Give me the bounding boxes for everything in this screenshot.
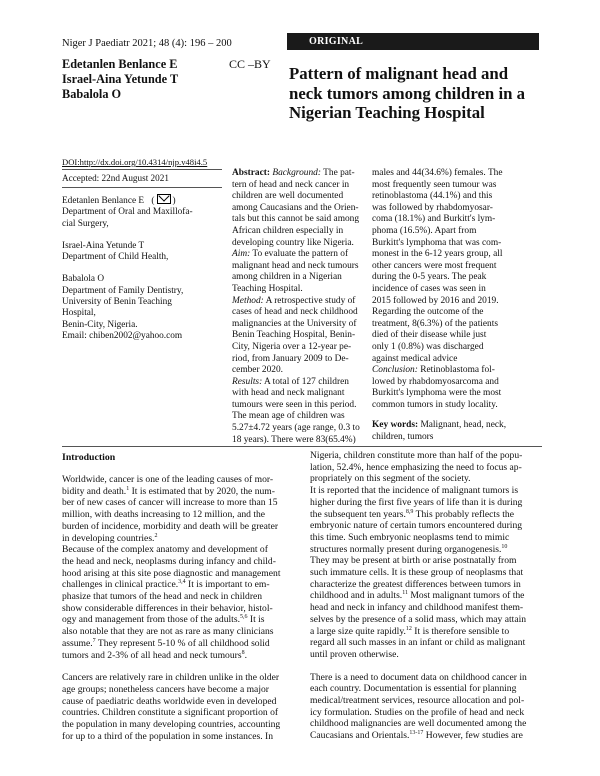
conclusion-label: Conclusion:	[372, 365, 418, 376]
abstract-line: other cancers were most frequent	[372, 260, 497, 271]
body-line: medical/treatment services, resource allocation and pol-	[310, 695, 525, 707]
method-label: Method:	[232, 295, 264, 306]
abstract-line: tern of head and neck cancer in	[232, 179, 350, 190]
affiliation-name: Israel-Aina Yetunde T	[62, 240, 145, 251]
article-type-badge: ORIGINAL	[287, 33, 539, 50]
abstract-line: malignant head and neck tumours	[232, 260, 359, 271]
body-line: phasize that tumors of the head and neck in children	[62, 591, 263, 603]
abstract-line: 18 years). There were 83(65.4%)	[232, 434, 356, 445]
body-line: Worldwide, cancer is one of the leading causes of mor-	[62, 474, 274, 485]
abstract-line: was followed by rhabdomyosar-	[372, 202, 493, 213]
body-line: icy formulation. Studies on the profile of head and neck	[310, 706, 525, 718]
affiliation-line: University of Benin Teaching	[62, 297, 172, 308]
body-line: childhood malignancies are well documented among the	[310, 718, 527, 730]
affiliation-name: Babalola O	[62, 274, 105, 285]
body-line: for up to a third of the population in some instances. In	[62, 730, 274, 742]
affiliation-line: Benin-City, Nigeria.	[62, 319, 138, 330]
author-name: Edetanlen Benlance E	[62, 57, 178, 71]
journal-citation: Niger J Paediatr 2021; 48 (4): 196 – 200	[62, 38, 232, 49]
body-line: in developing countries.$^2$	[62, 532, 158, 544]
body-line: hood arising at this site pose diagnostic and management	[62, 567, 281, 579]
body-line: embryonic nature of certain tumors encountered during	[310, 520, 523, 532]
abstract-line: males and 44(34.6%) females. The	[372, 168, 503, 178]
body-line: lation, 52.4%, hence emphasizing the need to focus ap-	[310, 461, 522, 473]
body-column-left	[62, 474, 294, 742]
background-label: Background:	[272, 168, 321, 178]
email-address[interactable]: Email: chiben2002@yahoo.com	[62, 330, 183, 341]
keywords-text: Malignant, head, neck,	[420, 420, 507, 431]
divider	[62, 446, 542, 447]
body-line: until proven otherwise.	[310, 648, 399, 660]
accepted-date: Accepted: 22nd August 2021	[62, 173, 169, 183]
affiliation-block	[62, 241, 222, 264]
body-line: They may be present at birth or arise postnatally from	[310, 555, 517, 567]
divider	[62, 169, 222, 170]
abstract-text: A retrospective study of	[265, 295, 356, 306]
body-line: the subsequent ten years.$^{8,9}$ This probably reflects the	[310, 508, 514, 520]
abstract-line: treatment, 8(6.3%) of the patients	[372, 318, 498, 329]
body-line: propriately on this segment of the society.	[310, 473, 471, 485]
abstract-line: phoma (16.5%). Apart from	[372, 225, 477, 236]
body-line: challenges in clinical practice.$^{3,4}$ It is important to em-	[62, 579, 270, 591]
abstract-line: Regarding the outcome of the	[372, 307, 484, 318]
abstract-line: Burkitt's lymphoma that was com-	[372, 237, 502, 248]
results-label: Results:	[232, 376, 263, 387]
abstract-text: Retinoblastoma fol-	[420, 365, 495, 376]
abstract-text: To evaluate the pattern of	[252, 249, 349, 260]
citation-ref[interactable]: 10	[501, 543, 508, 550]
abstract-line: Benin Teaching Hospital, Benin-	[232, 330, 356, 341]
body-line: cause of paediatric deaths worldwide even in developed	[62, 695, 277, 707]
body-line: bidity and death.$^1$ It is estimated that by 2020, the num-	[62, 485, 275, 497]
citation-ref[interactable]: 8	[241, 649, 245, 656]
abstract-line: tumours were seen in this period.	[232, 399, 357, 410]
divider	[62, 187, 222, 188]
keywords-text: children, tumors	[372, 432, 434, 443]
body-line: Caucasians and Orientals.$^{13-17}$ However, few studies are	[310, 729, 523, 742]
abstract-line: only 1 (0.8%) was discharged	[372, 341, 484, 352]
body-line: show considerable differences in their behavior, histol-	[62, 602, 273, 614]
body-line: such immature cells. It is these group of neoplasms that	[310, 567, 524, 579]
body-line: tumors and 2-3% of all head and neck tumours$^8$.	[62, 649, 247, 661]
citation-ref[interactable]: 3,4	[178, 579, 186, 586]
abstract-line: City, Nigeria over a 12-year pe-	[232, 341, 352, 352]
article-title: Pattern of malignant head and neck tumors among children in a Nigerian Teaching Hospital	[289, 64, 526, 122]
citation-ref[interactable]: 5,6	[239, 614, 248, 621]
abstract-column-2	[372, 168, 542, 444]
doi-link[interactable]: DOI:http://dx.doi.org/10.4314/njp.v48i4.5	[62, 157, 208, 167]
abstract-line: Burkitt's lymphoma were the most	[372, 388, 502, 399]
abstract-line: children are well documented	[232, 191, 344, 202]
body-line: a large size quite rapidly.$^{12}$ It is therefore sensible to	[310, 625, 510, 637]
abstract-line: among Caucasians and the Orien-	[232, 202, 359, 213]
body-line: There is a need to document data on childhood cancer in	[310, 671, 527, 683]
abstract-text: The pat-	[323, 168, 355, 178]
abstract-line: malignancies at the University of	[232, 318, 357, 329]
mail-icon[interactable]	[157, 194, 171, 204]
affiliation-line: Hospital,	[62, 308, 96, 319]
abstract-line: 5.27±4.72 years (age range, 0.3 to	[232, 423, 360, 434]
body-line: ogy and management from those of the adults.$^{5,6}$ It is	[62, 614, 265, 626]
affiliation-line: cial Surgery,	[62, 218, 109, 229]
body-line: countries. Children constitute a significant proportion of	[62, 707, 279, 719]
abstract-line: tals but this cannot be said among	[232, 214, 360, 225]
affiliation-line: Department of Family Dentistry,	[62, 285, 184, 296]
abstract-line: most frequently seen tumour was	[372, 179, 497, 190]
abstract-line: monest in the 6-12 years group, all	[372, 249, 503, 260]
abstract-line: during the 0-5 years. The peak	[372, 272, 487, 283]
paragraph-gap	[62, 661, 294, 672]
abstract-line: cases of head and neck childhood	[232, 307, 358, 318]
body-line: characterize the greatest differences between tumors in	[310, 578, 521, 590]
affiliation-name: Edetanlen Benlance E	[62, 196, 145, 206]
abstract-line: with head and neck malignant	[232, 388, 345, 399]
author-name: Babalola O	[62, 87, 122, 101]
body-column-right	[310, 450, 542, 742]
abstract-line: against medical advice	[372, 353, 458, 364]
abstract-line: among children in a Nigerian	[232, 272, 342, 283]
abstract-label: Abstract:	[232, 168, 271, 178]
abstract-text: A total of 127 children	[264, 376, 349, 387]
citation-ref[interactable]: 12	[405, 625, 412, 632]
body-line: age groups; nonetheless cancers have become a major	[62, 683, 269, 695]
citation-ref[interactable]: 13-17	[409, 729, 424, 736]
body-line: this time. Such embryonic neoplasms tend to mimic	[310, 531, 510, 543]
paragraph-gap	[310, 661, 542, 672]
affiliation-block	[62, 274, 222, 342]
body-line: Because of the complex anatomy and development of	[62, 544, 268, 556]
abstract-line: coma (18.1%) and Burkitt's lym-	[372, 214, 496, 225]
affiliation-line: Department of Oral and Maxillofa-	[62, 207, 193, 218]
body-line: the head and neck, neoplasms during infancy and child-	[62, 555, 276, 567]
aim-label: Aim:	[232, 249, 251, 260]
body-line: also notable that they are not as rare as many clinicians	[62, 626, 274, 638]
body-line: Cancers are relatively rare in children unlike in the older	[62, 672, 280, 684]
abstract-line: African children especially in	[232, 225, 344, 236]
abstract-line: retinoblastoma (44.1%) and this	[372, 191, 493, 202]
body-line: higher during the first five years of life than it is during	[310, 496, 523, 508]
abstract-line: The mean age of children was	[232, 411, 345, 422]
keywords-label: Key words:	[372, 420, 419, 431]
abstract-line: died of their disease while just	[372, 330, 487, 341]
body-line: burden of incidence, morbidity and death will be greater	[62, 520, 279, 532]
abstract-line: riod, from January 2009 to De-	[232, 353, 349, 364]
body-line: ber of new cases of cancer will increase to more than 15	[62, 497, 278, 509]
author-list	[62, 57, 178, 102]
body-line: regard all such masses in an infant or child as malignant	[310, 637, 526, 649]
abstract-line: incidence of cases was seen in	[372, 283, 486, 294]
citation-ref[interactable]: 2	[154, 532, 158, 539]
abstract-line: common tumors in study locality.	[372, 399, 498, 410]
affiliation-block: Edetanlen Benlance E ( ) Department of Oral and Maxillofa- cial Surgery,	[62, 194, 222, 230]
body-line: It is reported that the incidence of malignant tumors is	[310, 485, 519, 497]
affiliations	[62, 194, 222, 353]
abstract-line: lowed by rhabdomyosarcoma and	[372, 376, 499, 387]
citation-ref[interactable]: 8,9	[405, 508, 414, 515]
body-line: assume.$^7$ They represent 5-10 % of all childhood solid	[62, 637, 270, 649]
abstract-line: Teaching Hospital.	[232, 283, 303, 294]
body-line: head and neck in infancy and childhood manifest them-	[310, 602, 524, 614]
section-heading: Introduction	[62, 452, 116, 463]
body-line: structures normally present during organogenesis.$^{10}$	[310, 543, 508, 555]
body-line: selves by the presence of a solid mass, which may attain	[310, 613, 527, 625]
abstract-line: cember 2020.	[232, 365, 284, 376]
body-line: million, with deaths increasing to 12 million, and the	[62, 509, 266, 521]
citation-ref[interactable]: 11	[402, 590, 408, 597]
author-name: Israel-Aina Yetunde T	[62, 72, 179, 86]
body-line: Nigeria, children constitute more than half of the popu-	[310, 450, 523, 461]
abstract-line: 2015 followed by 2016 and 2019.	[372, 295, 499, 306]
abstract-line	[232, 168, 364, 180]
body-line: childhood and in adults.$^{11}$ Most malignant tumors of the	[310, 590, 525, 602]
citation-ref[interactable]: 1	[126, 485, 130, 492]
body-line: each country. Documentation is essential for planning	[310, 683, 517, 695]
license-label: CC –BY	[229, 57, 271, 71]
body-line: the population in many developing countries, accounting	[62, 719, 281, 731]
citation-ref[interactable]: 7	[92, 637, 96, 644]
abstract-line: developing country like Nigeria.	[232, 237, 354, 248]
abstract-column-1	[232, 168, 364, 446]
affiliation-line: Department of Child Health,	[62, 252, 169, 263]
